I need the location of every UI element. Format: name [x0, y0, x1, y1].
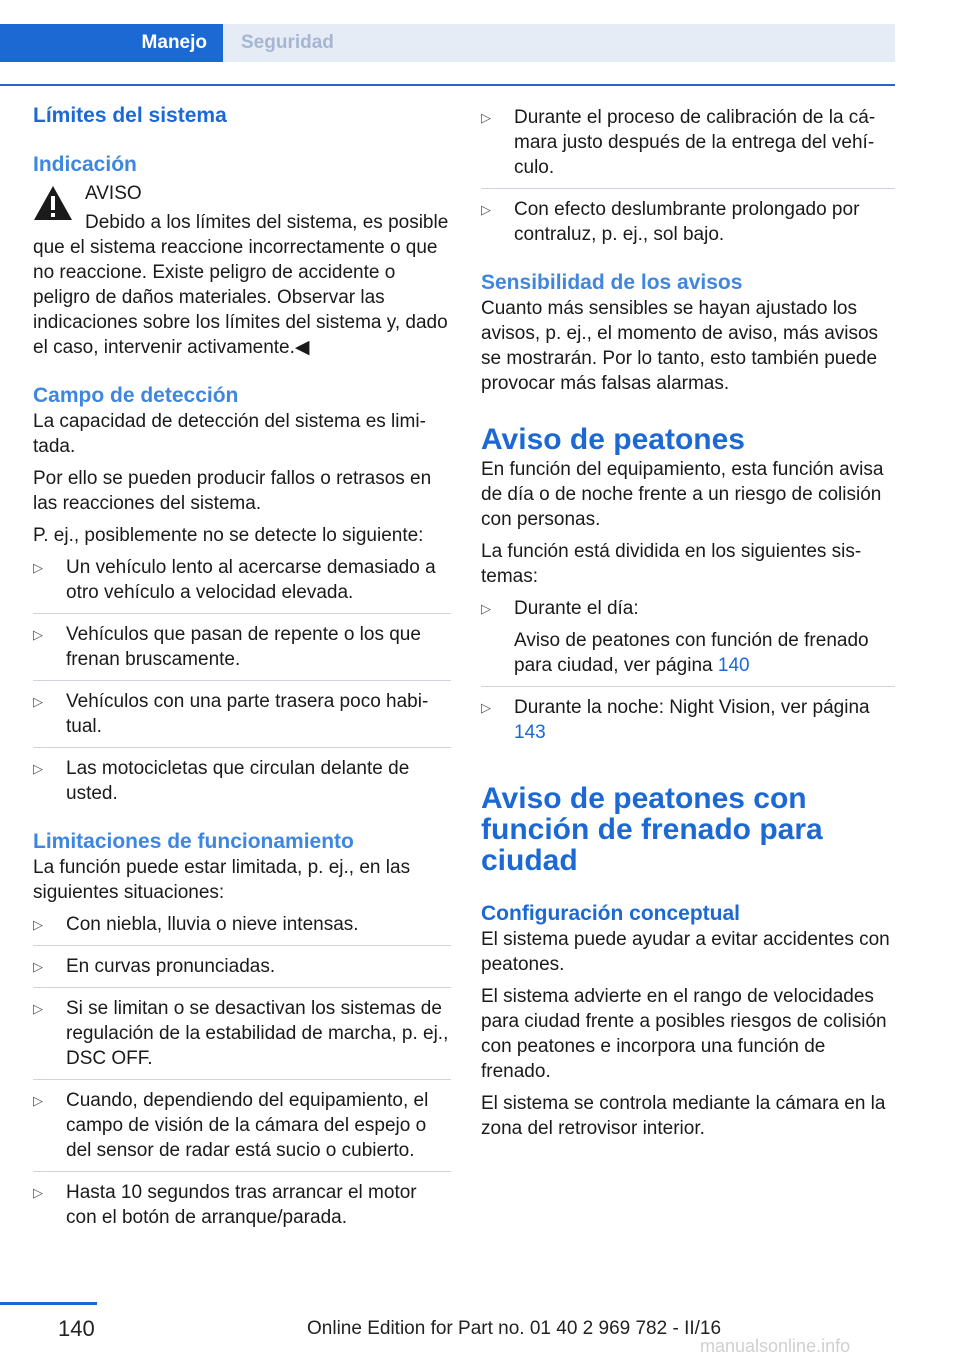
paragraph: Cuanto más sensibles se hayan ajustado los avisos, p. ej., el momento de aviso, más avisos se mostrarán. Por lo tanto, esto también puede provocar más falsas alarmas.: [481, 298, 879, 394]
triangle-bullet-icon: ▷: [481, 110, 491, 125]
detection-list: [33, 555, 451, 806]
subsystems-list: [481, 596, 895, 745]
paragraph: El sistema puede ayudar a evitar accidentes con peatones.: [481, 929, 890, 975]
watermark: manualsonline.info: [700, 1336, 851, 1356]
paragraph: La función puede estar limitada, p. ej., en las siguientes situaciones:: [33, 857, 411, 903]
list-item: [481, 596, 895, 686]
paragraph: La capacidad de detección del sistema es limitada.: [33, 411, 426, 457]
triangle-bullet-icon: ▷: [33, 694, 43, 709]
list-item: ▷ Durante la noche: Night Vision, ver página 143: [481, 686, 895, 745]
tab-manejo[interactable]: [0, 24, 223, 62]
edition-footer: Online Edition for Part no. 01 40 2 969 782 - II/16: [307, 1318, 722, 1339]
right-column: [481, 100, 895, 1141]
list-item: ▷ Las motocicletas que circulan delante de usted.: [33, 747, 451, 806]
page-link-143[interactable]: 143: [514, 722, 546, 743]
heading-indicacion: Indicación: [33, 153, 137, 176]
triangle-bullet-icon: ▷: [33, 560, 43, 575]
triangle-bullet-icon: ▷: [33, 627, 43, 642]
warning-label: AVISO: [85, 183, 142, 204]
page-number: 140: [58, 1316, 95, 1341]
left-column: [33, 100, 451, 1230]
list-item: ▷ Cuando, dependiendo del equipamiento, el campo de visión de la cámara del espejo o del sensor de radar está sucio o cubierto.: [33, 1079, 451, 1171]
triangle-bullet-icon: ▷: [33, 1185, 43, 1200]
paragraph: El sistema se controla mediante la cámara en la zona del retrovisor interior.: [481, 1093, 886, 1139]
footer-rule: [0, 1302, 97, 1305]
tab-seguridad-label: Seguridad: [241, 32, 334, 53]
list-item: ▷ Vehículos con una parte trasera poco habitual.: [33, 680, 451, 747]
triangle-bullet-icon: ▷: [481, 700, 491, 715]
tab-manejo-label: Manejo: [141, 32, 207, 53]
calibration-list: [481, 105, 895, 247]
warning-block: [33, 179, 451, 206]
heading-sensibilidad-avisos: Sensibilidad de los avisos: [481, 271, 743, 294]
list-item: ▷ Durante el proceso de calibración de la cámara justo después de la entrega del vehículo.: [481, 107, 876, 178]
page-link-140[interactable]: 140: [717, 655, 750, 676]
triangle-bullet-icon: ▷: [33, 1093, 43, 1108]
heading-campo-deteccion: Campo de detección: [33, 384, 239, 407]
warning-text: Debido a los límites del sistema, es posible que el sistema reaccione incorrectamente o que no reaccione. Existe peligro de accidente o peligro de daños materiales. Observar las indicaciones sobre los límites del sistema y, dado el caso, intervenir activamente.◀: [33, 212, 449, 358]
heading-aviso-peatones: Aviso de peatones: [481, 423, 745, 456]
list-item: ▷ Hasta 10 segundos tras arrancar el motor con el botón de arranque/parada.: [33, 1171, 451, 1230]
triangle-bullet-icon: ▷: [33, 1001, 43, 1016]
heading-aviso-peatones-ciudad: Aviso de peatones con función de frenado para ciudad: [481, 782, 823, 877]
tab-seguridad[interactable]: [223, 24, 895, 62]
paragraph: Por ello se pueden producir fallos o retrasos en las reacciones del sistema.: [33, 468, 432, 514]
list-item: ▷ Si se limitan o se desactivan los sistemas de regulación de la estabilidad de marcha, p. ej., DSC OFF.: [33, 987, 451, 1079]
paragraph: El sistema advierte en el rango de velocidades para ciudad frente a posibles riesgos de colisión con peatones e incorpora una función de frenado.: [481, 986, 887, 1082]
triangle-bullet-icon: ▷: [33, 959, 43, 974]
heading-configuracion-conceptual: Configuración conceptual: [481, 902, 741, 925]
list-item: ▷ Vehículos que pasan de repente o los que frenan bruscamente.: [33, 613, 451, 680]
section-tabs: [0, 24, 895, 62]
paragraph: La función está dividida en los siguientes sistemas:: [481, 541, 862, 587]
warning-triangle-icon: [33, 185, 73, 221]
list-item: ▷ En curvas pronunciadas.: [33, 945, 451, 987]
list-item: ▷ Con efecto deslumbrante prolongado por contraluz, p. ej., sol bajo.: [481, 188, 895, 247]
paragraph: En función del equipamiento, esta función avisa de día o de noche frente a un riesgo de colisión con personas.: [481, 459, 884, 530]
heading-limitaciones-funcionamiento: Limitaciones de funcionamiento: [33, 830, 354, 853]
triangle-bullet-icon: ▷: [33, 761, 43, 776]
triangle-bullet-icon: ▷: [481, 601, 491, 616]
triangle-bullet-icon: ▷: [481, 202, 491, 217]
list-item: ▷ Un vehículo lento al acercarse demasiado a otro vehículo a velocidad elevada.: [33, 557, 436, 603]
list-item: ▷ Con niebla, lluvia o nieve intensas.: [33, 914, 359, 935]
list-item-text: Aviso de peatones con función de frenado para ciudad, ver página 140: [514, 630, 869, 676]
tab-underline: [0, 84, 895, 86]
triangle-bullet-icon: ▷: [33, 917, 43, 932]
paragraph: P. ej., posiblemente no se detecte lo siguiente:: [33, 525, 424, 546]
heading-limites-sistema: Límites del sistema: [33, 104, 227, 127]
limitations-list: [33, 912, 451, 1230]
list-item-title: Durante el día:: [514, 598, 639, 619]
